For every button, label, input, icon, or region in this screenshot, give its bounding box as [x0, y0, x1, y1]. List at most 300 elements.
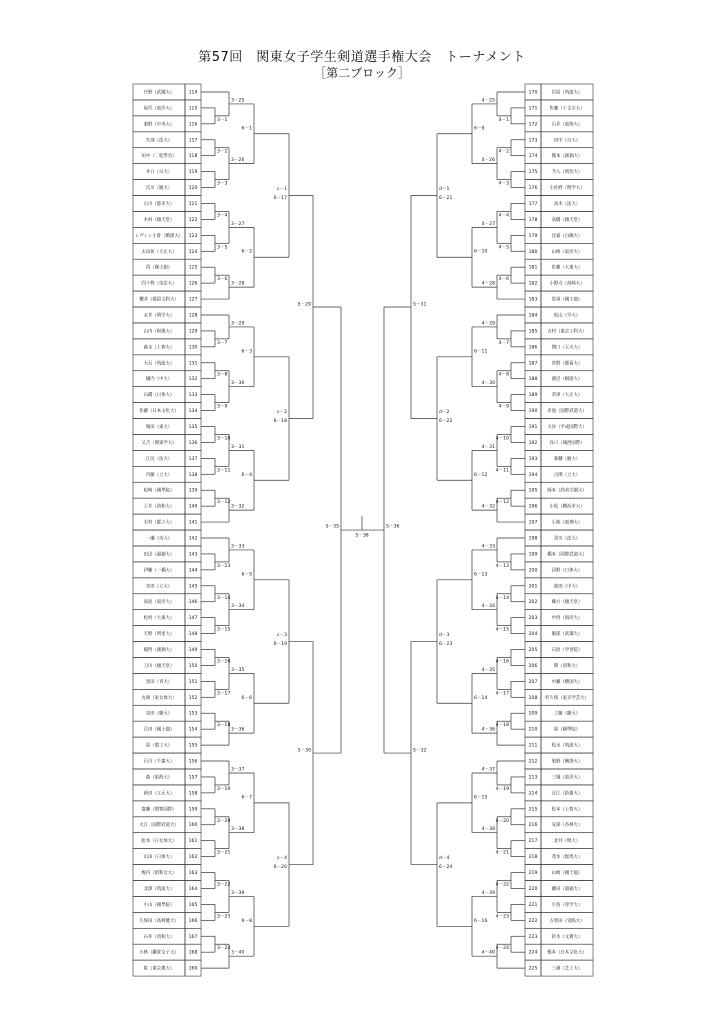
match-label: 3－12	[217, 500, 231, 506]
player-number: 189	[528, 393, 538, 399]
player-number: 165	[188, 902, 198, 908]
player-name: 田辺（淑徳大）	[143, 552, 175, 558]
match-label: 6－2	[241, 249, 252, 255]
match-label: 5－29	[297, 302, 311, 308]
match-label: 3－4	[217, 213, 228, 219]
player-number: 135	[188, 424, 198, 430]
match-label: 3－3	[217, 181, 228, 187]
player-number: 185	[528, 329, 538, 335]
player-number: 117	[188, 138, 198, 144]
player-number: 136	[188, 440, 198, 446]
player-number: 224	[528, 950, 538, 956]
match-label: c－1	[276, 187, 287, 193]
player-name: 根本（日本文化大）	[547, 950, 587, 956]
match-label: 4－2	[498, 149, 509, 155]
player-name: 齋藤（関智国際）	[141, 807, 177, 813]
player-number: 218	[528, 855, 538, 861]
player-number: 145	[188, 584, 198, 590]
player-number: 219	[528, 871, 538, 877]
player-name: 鈴木（文教大）	[551, 934, 583, 940]
match-label: 6－3	[241, 349, 252, 355]
match-label: 6－21	[439, 196, 453, 202]
player-number: 139	[188, 488, 198, 494]
player-number: 212	[528, 759, 538, 765]
player-name: 松崎（國學院）	[143, 488, 175, 494]
player-number: 208	[528, 695, 538, 701]
player-name: 岡本（尚美学園大）	[547, 488, 587, 494]
player-number: 178	[528, 217, 538, 223]
match-label: 3－18	[217, 723, 231, 729]
player-name: 久保田（高崎健大）	[139, 918, 179, 924]
player-number: 143	[188, 552, 198, 558]
match-label: 4－8	[498, 372, 509, 378]
player-name: 池田（中大）	[553, 584, 581, 590]
match-label: 4－12	[495, 500, 509, 506]
player-name: 関（清和大）	[553, 663, 581, 669]
player-number: 126	[188, 281, 198, 287]
player-name: レヴィン小倉（駒澤大）	[134, 233, 184, 239]
match-label: 4－13	[495, 563, 509, 569]
player-number: 125	[188, 265, 198, 271]
player-number: 142	[188, 536, 198, 542]
match-label: 3－1	[217, 117, 228, 123]
player-number: 158	[188, 791, 198, 797]
match-label: 4－30	[481, 381, 495, 387]
player-name: 杉久保（東京学芸大）	[545, 695, 589, 701]
player-name: 高屋（東洋大）	[143, 600, 175, 606]
player-number: 196	[528, 504, 538, 510]
player-name: 橋本（国際武道大）	[547, 552, 587, 558]
player-number: 161	[188, 839, 198, 845]
match-label: 3－15	[217, 627, 231, 633]
player-number: 179	[528, 233, 538, 239]
match-label: 3－21	[217, 850, 231, 856]
block-subtitle: ［第二ブロック］	[314, 66, 410, 80]
player-name: 安部（杏林大）	[551, 823, 583, 829]
player-name: 永井（明学大）	[143, 313, 175, 319]
player-name: 三浦（芝工大）	[551, 966, 583, 972]
player-name: 染野（駒澤大）	[551, 759, 583, 765]
match-label: 3－40	[231, 950, 245, 956]
match-label: 6－16	[474, 918, 488, 924]
player-name: 石井（清和大）	[143, 934, 175, 940]
player-number: 183	[528, 297, 538, 303]
player-number: 174	[528, 154, 538, 160]
player-number: 120	[188, 186, 198, 192]
player-name: 丹野（武蔵大）	[143, 90, 175, 96]
match-label: 6－10	[474, 249, 488, 255]
player-name: 秦野（中央大）	[143, 122, 175, 128]
match-label: d－4	[439, 856, 450, 862]
player-name: 乾（東京農大）	[143, 966, 175, 972]
match-label: 4－37	[481, 767, 495, 773]
player-name: 佐藤（十文字大）	[549, 106, 585, 112]
player-number: 159	[188, 807, 198, 813]
player-name: 谷口（城西国際）	[549, 440, 585, 446]
match-label: 3－17	[217, 691, 231, 697]
player-name: 内藤（立大）	[145, 472, 173, 478]
player-number: 141	[188, 520, 198, 526]
match-label: 4－4	[498, 213, 509, 219]
player-name: 西（國士舘）	[145, 265, 173, 271]
player-name: 太田垣（大正大）	[141, 249, 177, 255]
player-name: 菊幡（慶大）	[553, 456, 581, 462]
player-name: 織方（順天堂）	[551, 600, 583, 606]
player-name: 天野（明星大）	[143, 632, 175, 638]
match-label: 4－31	[481, 444, 495, 450]
match-label: 4－19	[495, 786, 509, 792]
match-label: 3－14	[217, 595, 231, 601]
match-label: c－4	[276, 856, 287, 862]
match-label: 4－14	[495, 595, 509, 601]
player-name: 佐藤（日本文化大）	[139, 409, 179, 415]
player-number: 131	[188, 361, 198, 367]
player-name: 矢部（法大）	[145, 138, 173, 144]
player-name: 佐藤（大東大）	[551, 265, 583, 271]
player-number: 119	[188, 170, 198, 176]
player-number: 204	[528, 632, 538, 638]
match-label: 4－25	[481, 98, 495, 104]
match-label: 3－10	[217, 436, 231, 442]
player-number: 132	[188, 377, 198, 383]
player-number: 186	[528, 345, 538, 351]
match-label: 3－36	[231, 727, 245, 733]
match-label: 4－34	[481, 604, 495, 610]
match-label: 4－36	[481, 727, 495, 733]
player-number: 182	[528, 281, 538, 287]
player-number: 211	[528, 743, 538, 749]
player-number: 144	[188, 568, 198, 574]
page-title: 第57回 関東女子学生剣道選手権大会 トーナメント	[198, 50, 526, 65]
player-number: 225	[528, 966, 538, 972]
player-number: 151	[188, 679, 198, 685]
player-name: 森永（上智大）	[143, 345, 175, 351]
player-name: 古川（都市大）	[143, 201, 175, 207]
match-label: 4－26	[481, 158, 495, 164]
match-label: 6－12	[474, 472, 488, 478]
match-label: 3－11	[217, 468, 231, 474]
player-number: 193	[528, 456, 538, 462]
match-label: 3－30	[231, 381, 245, 387]
match-label: d－3	[439, 633, 450, 639]
player-number: 197	[528, 520, 538, 526]
player-name: 中西（海洋大）	[551, 616, 583, 622]
player-name: 石川（千葉大）	[143, 759, 175, 765]
player-number: 173	[528, 138, 538, 144]
player-number: 149	[188, 648, 198, 654]
player-name: 工藤（慶大）	[553, 711, 581, 717]
semifinal-right-label: 5－36	[386, 524, 400, 530]
player-name: 崔（國學院）	[553, 727, 581, 733]
player-name: 伊藤（一橋大）	[143, 568, 175, 574]
match-label: 6－20	[273, 865, 287, 871]
player-number: 206	[528, 663, 538, 669]
player-name: 大谷（平成国際大）	[547, 424, 587, 430]
match-label: 5－31	[413, 302, 427, 308]
player-number: 181	[528, 265, 538, 271]
player-number: 176	[528, 186, 538, 192]
player-name: 小佐野（明学大）	[549, 186, 585, 192]
match-label: 4－32	[481, 504, 495, 510]
match-label: 6－22	[439, 419, 453, 425]
match-label: 3－9	[217, 404, 228, 410]
match-label: 4－11	[495, 468, 509, 474]
player-number: 137	[188, 456, 198, 462]
match-label: 4－40	[481, 950, 495, 956]
match-label: 3－6	[217, 277, 228, 283]
match-label: 3－39	[231, 890, 245, 896]
match-label: 4－3	[498, 181, 509, 187]
match-label: 6－23	[439, 642, 453, 648]
player-name: 橘内（中大）	[145, 377, 173, 383]
match-label: 3－8	[217, 372, 228, 378]
player-number: 198	[528, 536, 538, 542]
match-label: 6－8	[241, 918, 252, 924]
player-name: 井口（日大）	[145, 170, 173, 176]
player-number: 121	[188, 201, 198, 207]
player-name: 松村（大東大）	[143, 616, 175, 622]
player-number: 170	[528, 90, 538, 96]
player-name: 北澤（筑波大）	[143, 886, 175, 892]
match-label: 6－6	[241, 695, 252, 701]
player-name: 水村（都立大）	[143, 520, 175, 526]
player-number: 177	[528, 201, 538, 207]
player-number: 147	[188, 616, 198, 622]
player-number: 214	[528, 791, 538, 797]
player-number: 162	[188, 855, 198, 861]
player-number: 171	[528, 106, 538, 112]
player-name: 小池（東理大）	[551, 520, 583, 526]
player-number: 122	[188, 217, 198, 223]
player-name: 古関（立大）	[553, 472, 581, 478]
player-name: 服部（武蔵大）	[551, 632, 583, 638]
match-label: 4－28	[481, 281, 495, 287]
player-name: 北井（明大）	[553, 839, 581, 845]
player-number: 129	[188, 329, 198, 335]
player-name: 松本（日女体大）	[141, 839, 177, 845]
player-name: 氏川（慶大）	[145, 186, 173, 192]
match-label: 3－2	[217, 149, 228, 155]
player-name: 梅内（昭和女大）	[141, 871, 177, 877]
player-number: 150	[188, 663, 198, 669]
match-label: 3－38	[231, 827, 245, 833]
player-name: 稲西（創価大）	[143, 648, 175, 654]
player-name: 田中（二松學舎）	[141, 154, 177, 160]
match-label: 6－11	[474, 349, 488, 355]
player-name: 草津（大正大）	[551, 393, 583, 399]
player-name: 小松（横浜市大）	[549, 504, 585, 510]
player-name: 茂木（群馬大）	[551, 855, 583, 861]
player-number: 180	[528, 249, 538, 255]
match-label: 4－1	[498, 117, 509, 123]
player-number: 115	[188, 106, 198, 112]
player-number: 188	[528, 377, 538, 383]
player-number: 118	[188, 154, 198, 160]
player-number: 216	[528, 823, 538, 829]
player-name: 三城（東洋大）	[551, 775, 583, 781]
player-number: 167	[188, 934, 198, 940]
player-name: 土井（清和大）	[143, 504, 175, 510]
match-label: 4－24	[495, 946, 509, 952]
player-number: 133	[188, 393, 198, 399]
player-name: 石井（東海大）	[551, 122, 583, 128]
player-number: 200	[528, 568, 538, 574]
match-label: 3－19	[217, 786, 231, 792]
player-number: 172	[528, 122, 538, 128]
player-number: 199	[528, 552, 538, 558]
player-number: 220	[528, 886, 538, 892]
player-number: 209	[528, 711, 538, 717]
player-name: 泉田（慶大）	[145, 711, 173, 717]
player-name: 高橋（順天堂）	[551, 217, 583, 223]
match-label: 3－27	[231, 221, 245, 227]
match-label: 4－27	[481, 221, 495, 227]
player-name: 田中（日大）	[553, 138, 581, 144]
player-number: 152	[188, 695, 198, 701]
player-number: 223	[528, 934, 538, 940]
player-name: 又吉（関東学大）	[141, 440, 177, 446]
player-number: 175	[528, 170, 538, 176]
player-number: 213	[528, 775, 538, 781]
player-number: 124	[188, 249, 198, 255]
player-name: 赤池（国際武道大）	[547, 409, 587, 415]
match-label: 4－22	[495, 882, 509, 888]
match-label: 3－16	[217, 659, 231, 665]
player-name: 宮野（都留大）	[551, 361, 583, 367]
player-number: 222	[528, 918, 538, 924]
player-name: 黒須（國士舘）	[551, 297, 583, 303]
match-label: 6－15	[474, 795, 488, 801]
match-label: 6－13	[474, 572, 488, 578]
player-name: 松山（早大）	[553, 313, 581, 319]
match-label: 3－33	[231, 544, 245, 550]
match-label: 4－15	[495, 627, 509, 633]
match-label: 3－37	[231, 767, 245, 773]
match-label: d－1	[439, 187, 450, 193]
player-number: 191	[528, 424, 538, 430]
match-label: 4－18	[495, 723, 509, 729]
semifinal-left-label: 5－35	[325, 524, 339, 530]
player-name: 岩原（筑波大）	[551, 90, 583, 96]
match-label: 4－5	[498, 245, 509, 251]
match-label: 4－6	[498, 277, 509, 283]
match-label: 4－21	[495, 850, 509, 856]
match-label: 4－7	[498, 340, 509, 346]
player-name: 櫻井（都留文科大）	[139, 297, 179, 303]
player-number: 163	[188, 871, 198, 877]
player-name: 刀川（順天堂）	[143, 663, 175, 669]
player-number: 190	[528, 409, 538, 415]
match-label: 6－7	[241, 795, 252, 801]
player-name: 多田（立大）	[145, 584, 173, 590]
match-label: 6－24	[439, 865, 453, 871]
match-label: 6－1	[241, 126, 252, 132]
final-label: 5－38	[355, 533, 369, 539]
match-label: 6－17	[273, 196, 287, 202]
player-name: 一瀬（帝大）	[145, 536, 173, 542]
player-name: 関口（玉川大）	[551, 345, 583, 351]
player-name: 熊本（創価大）	[551, 154, 583, 160]
player-name: 吉村（東京工科大）	[547, 329, 587, 335]
match-label: 6－5	[241, 572, 252, 578]
player-name: 辻江（防衛大）	[551, 791, 583, 797]
player-number: 169	[188, 966, 198, 972]
match-label: 4－33	[481, 544, 495, 550]
player-number: 154	[188, 727, 198, 733]
match-label: 3－26	[231, 158, 245, 164]
player-name: 今入（明治大）	[551, 170, 583, 176]
player-number: 217	[528, 839, 538, 845]
match-label: 4－17	[495, 691, 509, 697]
player-number: 184	[528, 313, 538, 319]
player-name: 江尻（法大）	[145, 456, 173, 462]
match-label: 3－29	[231, 321, 245, 327]
player-name: 木村（順天堂）	[143, 217, 175, 223]
player-number: 166	[188, 918, 198, 924]
player-name: 古賀田（実践大）	[549, 918, 585, 924]
match-label: 3－22	[217, 882, 231, 888]
player-number: 130	[188, 345, 198, 351]
player-number: 116	[188, 122, 198, 128]
match-label: 3－35	[231, 667, 245, 673]
player-name: 河野（日体大）	[551, 568, 583, 574]
player-name: 原（農工大）	[145, 743, 173, 749]
player-name: 石原（学習院）	[551, 648, 583, 654]
player-name: 山田（日体大）	[143, 855, 175, 861]
player-name: 小林（鎌倉女子大）	[139, 950, 179, 956]
player-name: 藤田（淑徳大）	[551, 886, 583, 892]
player-name: 比嘉（白鷗大）	[551, 233, 583, 239]
match-label: 3－5	[217, 245, 228, 251]
player-number: 192	[528, 440, 538, 446]
player-name: 石橋（日体大）	[143, 393, 175, 399]
player-number: 128	[188, 313, 198, 319]
player-number: 195	[528, 488, 538, 494]
match-label: 6－9	[474, 126, 485, 132]
player-name: 堀田（東大）	[145, 424, 173, 430]
player-number: 187	[528, 361, 538, 367]
player-name: 山崎（國士舘）	[551, 871, 583, 877]
player-number: 205	[528, 648, 538, 654]
player-name: 渡辺（桐蔭大）	[551, 377, 583, 383]
player-name: 小島（青学大）	[551, 902, 583, 908]
player-name: 大江（国際武道大）	[139, 823, 179, 829]
player-number: 146	[188, 600, 198, 606]
match-label: 4－39	[481, 890, 495, 896]
match-label: 4－20	[495, 818, 509, 824]
player-name: 山崎（東洋大）	[551, 249, 583, 255]
player-number: 157	[188, 775, 198, 781]
match-label: 6－18	[273, 419, 287, 425]
match-label: c－3	[276, 633, 287, 639]
player-number: 148	[188, 632, 198, 638]
player-number: 114	[188, 90, 198, 96]
player-number: 203	[528, 616, 538, 622]
match-label: 4－10	[495, 436, 509, 442]
match-label: d－2	[439, 410, 450, 416]
player-name: 大石（筑波大）	[143, 361, 175, 367]
player-number: 160	[188, 823, 198, 829]
match-label: 4－38	[481, 827, 495, 833]
match-label: 4－23	[495, 914, 509, 920]
player-number: 156	[188, 759, 198, 765]
player-name: 高木（法大）	[553, 201, 581, 207]
player-number: 202	[528, 600, 538, 606]
match-label: 5－32	[413, 748, 427, 754]
match-label: 3－23	[217, 914, 231, 920]
player-name: 星代（東洋大）	[143, 106, 175, 112]
match-label: 3－34	[231, 604, 245, 610]
